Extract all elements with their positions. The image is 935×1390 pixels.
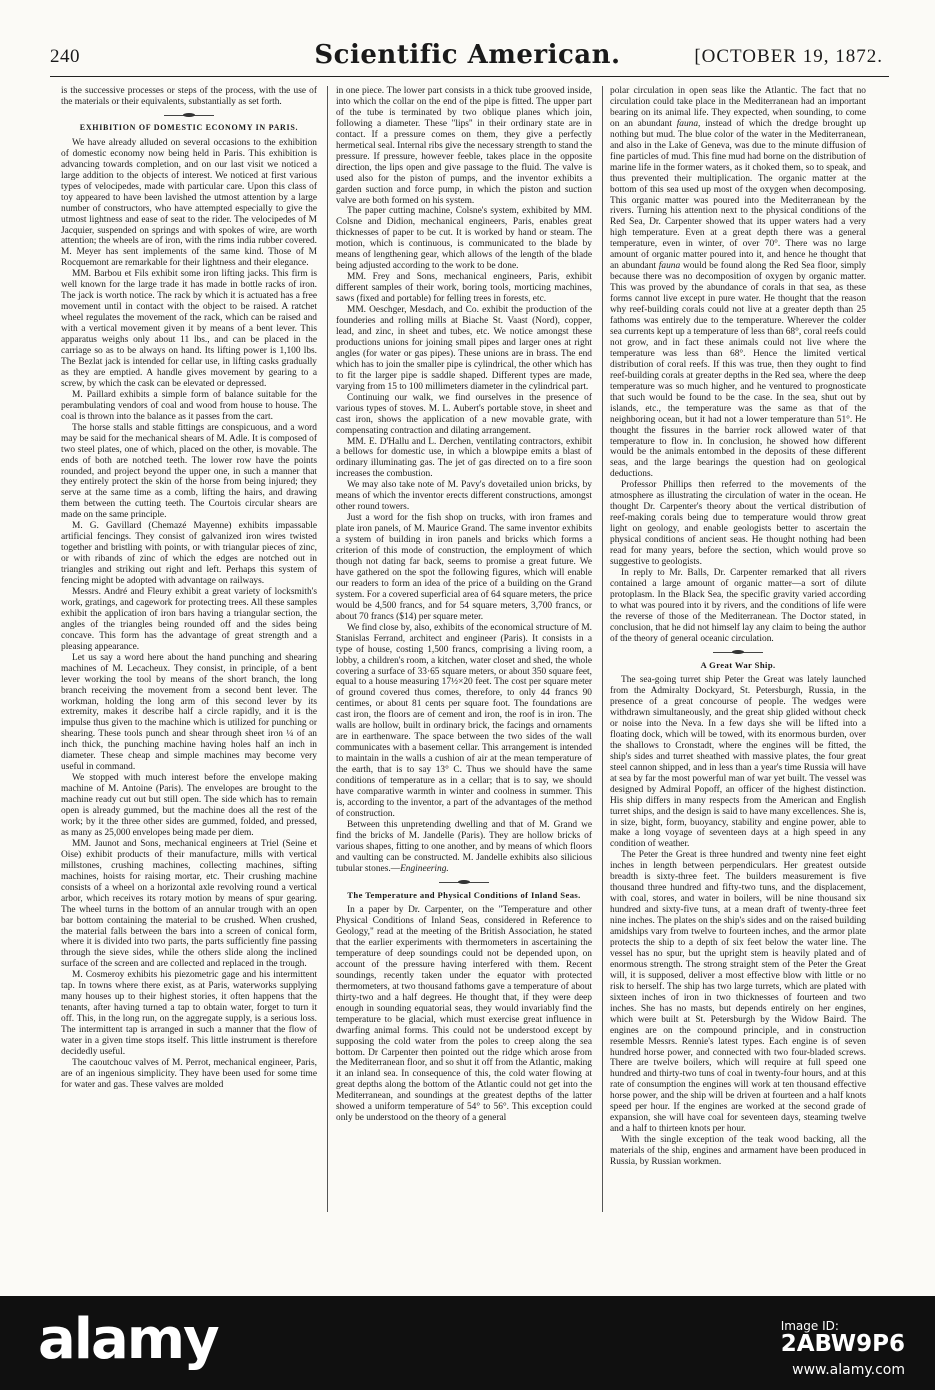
paragraph: We have already alluded on several occasions to the exhibition of domestic economy now being held in Paris. This exhibition is advancing towards completion, and on our last visit we noticed a large addition to the objects of interest. We noticed at first various types of velocipedes, made with particular care. Upon this class of toy appeared to have been lavished the utmost attention by a large number of constructors, who have attempted especially to give the utmost lightness and ease of seat to the rider. The velocipedes of M Jacquier, suspended on springs and with spokes of wire, are worth attention; the wheels are of iron, with the rims india rubber covered. M. Meyer has sent implements of the same kind. Those of M Rocquemont are remarkable for their lightness and their elegance. — [61, 137, 317, 269]
paragraph: The Peter the Great is three hundred and twenty nine feet eight inches in length between perpendiculars. Her greatest outside breadth is sixty-three feet. The builders measurement is five thousand three hundred and fifty-two tuns, and the displacement, with coal, stores, and water in boilers, will be nine thousand six hundred and sixty-five tuns, at a mean draft of twenty-three feet nine inches. The plates on the ship's sides and on the raised building amidships vary from twelve to fourteen inches, and the armor plate protects the ship to a depth of six feet below the water line. The vessel has no spur, but the upright stem is heavily plated and of enormous strength. The strong straight stem of the Peter the Great will, it is supposed, deliver a most effective blow with little or no risk to herself. The ship has two large turrets, which are plated with sixteen inches of iron in two thicknesses of fourteen and two inches. She has no masts, but depends entirely on her engines, which were built at St. Petersburgh by the Widow Baird. The engines are on the compound principle, and in construction resemble Messrs. Rennie's latest types. Each engine is of seven hundred horse power, and connected with two four-bladed screws. There are twelve boilers, which will require at full speed one hundred and thirty-two tuns of coal in twenty-four hours, and at this rate of consumption the engines will work at ten thousand effective horse power, and the ship will be driven at fourteen and a half knots speed per hour. If the engines are worked at the second grade of expansion, she will have coal for seventeen days, steaming twelve and a half to thirteen knots per hour. — [610, 850, 866, 1135]
paragraph: Let us say a word here about the hand punching and shearing machines of M. Lecacheux. They consist, in principle, of a bent lever working the tool by means of the short branch, the long branch receiving the movement from a second bent lever. The workman, holding the long arm of this second lever by its extremity, makes it describe half a circle rapidly, and it is the impulse thus given to the machine which is utilized for punching or shearing. These tools punch and shear through sheet iron ¼ of an inch thick, the punching machine having holes half an inch in diameter. These cheap and simple machines may become very useful in command. — [61, 652, 317, 773]
paragraph-text: polar circulation in open seas like the Atlantic. The fact that no circulation could take place in the Mediterranean had an important bearing on its animal life. They expected, when sounding, to come on an abundant — [610, 86, 866, 129]
paragraph: We find close by, also, exhibits of the economical structure of M. Stanislas Ferrand, architect and engineer (Paris). It consists in a type of house, costing 1,500 francs, comprising a living room, a lobby, a children's room, a kitchen, water closet and shed, the whole covering a surface of 33·65 square meters, or about 350 square feet, equal to a house measuring 17½×20 feet. The cost per square meter of ground covered thus comes, therefore, to only 44 francs 90 centimes, or about 81 cents per square foot. The foundations are cast iron, the floors are of cement and iron, the roof is in iron. The walls are hollow, built in ordinary brick, the facings and ornaments are in earthenware. The space between the two sides of the wall communicates with a basement cellar. This arrangement is intended to maintain in the walls a cushion of air at the mean temperature of the earth, that is to say 13° C. Thus we should have the same conditions of temperature as in a cellar; that is to say, we should have comparative warmth in winter and coolness in summer. This is, according to the inventor, a part of the advantages of the method of construction. — [336, 622, 592, 819]
source-credit: Engineering. — [400, 863, 449, 874]
paragraph: The paper cutting machine, Colsne's system, exhibited by MM. Colsne and Didion, mechanical engineers, Paris, enables great thicknesses of paper to be cut. It is worked by hand or steam. The motion, which is continuous, is communicated to the blade by means of lengthening gear, which allows of the length of the blade being adjusted according to the work to be done. — [336, 206, 592, 272]
page-number: 240 — [50, 46, 80, 67]
image-id-block — [780, 1318, 905, 1357]
masthead: Scientific American. — [314, 40, 621, 70]
section-divider — [164, 113, 214, 118]
section-divider — [439, 880, 489, 885]
paragraph: In reply to Mr. Balls, Dr. Carpenter remarked that all rivers contained a large amount of organic matter—a sort of dilute protoplasm. In the Black Sea, the specific gravity varied according to what was poured into it by rivers, and the conditions of life were the reverse of those of the Mediterranean. The Doctor stated, in conclusion, that he did not himself lay any claim to being the author of the theory of general oceanic circulation. — [610, 567, 866, 644]
italic-term: fauna, — [676, 118, 701, 129]
italic-term: fauna — [658, 261, 681, 272]
column-divider — [602, 86, 603, 1212]
paragraph: We stopped with much interest before the envelope making machine of M. Antoine (Paris). The envelopes are brought to the machine ready cut out but still open. The side which has to remain open is already gummed, but the machine does all the rest of the work; by it the three other sides are gummed, folded, and pressed, as many as 25,000 envelopes being made per diem. — [61, 773, 317, 838]
paragraph: M. Cosmeroy exhibits his piezometric gage and his intermittent tap. In towns where there exist, as at Paris, waterworks supplying many houses up to their highest stories, it often happens that the tenants, after having turned a tap to obtain water, forget to turn it off. This, in the long run, on the aggregate supply, is a serious loss. The intermittent tap is arranged in such a manner that the flow of water in a given time stops itself. This little instrument is therefore decidedly useful. — [61, 970, 317, 1058]
paragraph-text: would be found along the Red Sea floor, simply because there was no decomposition of oxygen by organic matter. This was proved by the abundance of corals in that sea, as these forms cannot live except in pure water. He thought that the reason why reef-building corals could not live at a greater depth than 25 fathoms was entirely due to the temperature. Wherever the colder sea currents kept up a temperature of less than 68°, coral reefs could not grow, and in fact these animals could not live where the temperature was less than 68°. Hence the limited vertical distribution of coral reefs. If this was true, then they ought to find reef-building corals at greater depths in the Red sea, where the deep temperature was so much higher, and he ventured to prognosticate that such would be found to be the case. In the sea, shut out by islands, etc., the temperature was the same as that of the neighboring ocean, but it had not a lower temperature than 51°. He thought the fissures in the barrier rock allowed water of that temperature to flow in. In conclusion, he showed how different would be the animals entombed in the deposits of these different seas, and the large bearings the question had on geological deductions. — [610, 261, 866, 480]
paragraph: Just a word for the fish shop on trucks, with iron frames and plate iron panels, of M. Maurice Grand. The same inventor exhibits a system of building in iron panels and bricks which forms a criterion of this mode of construction, the employment of which though not dating far back, seems to promise a great future. We have gathered on the spot the following figures, which will enable our readers to form an idea of the price of a building on the Grand system. For a covered superficial area of 64 square meters, the price would be 4,500 francs, and for 54 square meters, 3,700 francs, or about 70 francs ($14) per square meter. — [336, 513, 592, 622]
column-1 — [61, 86, 317, 1294]
paragraph: We may also take note of M. Pavy's dovetailed union bricks, by means of which the inventor erects different constructions, amongst other round towers. — [336, 480, 592, 513]
paragraph: The sea-going turret ship Peter the Great was lately launched from the Admiralty Dockyard, St. Petersburgh, Russia, in the presence of a great concourse of people. The wedges were withdrawn simultaneously, and the great ship glided without check or noise into the Neva. In a few days she will be lifted into a floating dock, which will be towed, with its enormous burden, over the shallows to Cronstadt, where the engines will be fitted, the ship's sides and turret sheathed with massive plates, the four great steel cannon shipped, and in less than a year's time Russia will have at sea by far the most powerful man of war yet built. The vessel was designed by Admiral Popoff, an officer of the highest distinction. His ship differs in many respects from the American and English turret ships, and the design is said to have many excellences. She is, in size, bight, form, buoyancy, stability and engine power, able to make a long voyage of seventeen days at a high speed in any condition of weather. — [610, 675, 866, 850]
paragraph: MM. E. D'Hallu and L. Derchen, ventilating contractors, exhibit a bellows for domestic use, in which a blowpipe emits a blast of ordinary illuminating gas. The jet of gas directed on to a fire soon increases the combustion. — [336, 436, 592, 480]
issue-date: [OCTOBER 19, 1872. — [694, 46, 883, 67]
paragraph: MM. Jaunot and Sons, mechanical engineers at Triel (Seine et Oise) exhibit products of their manufacture, mills with vertical millstones, crushing machines, collecting machines, sifting machines, hoists for raising mortar, etc. Their crushing machine consists of a wheel on a horizontal axle revolving round a vertical arbor, which receives its rotary motion by means of spur gearing. The wheel turns in the bottom of an annular trough with an open bar bottom containing the material to be crushed. When crushed, the material falls between the bars into a screen of conical form, where it is divided into two parts, the parts sufficiently fine passing through the sieve sides, while the others slide along the inclined surface of the screen and are collected and replaced in the trough. — [61, 838, 317, 970]
paragraph-text: Between this unpretending dwelling and that of M. Grand we find the bricks of M. Jandelle (Paris). They are hollow bricks of various shapes, fitting to one another, and by means of which floors and vaulting can be constructed. M. Jandelle exhibits also silicious tubular stones. — [336, 819, 592, 874]
article-heading-inland-seas: The Temperature and Physical Conditions of Inland Seas. — [347, 889, 581, 900]
paragraph: Continuing our walk, we find ourselves in the presence of various types of stoves. M. L. Aubert's portable stove, in sheet and cast iron, shows the application of a new movable grate, with compensating contraction and dilating arrangement. — [336, 392, 592, 436]
column-2 — [336, 86, 592, 1294]
paragraph: Between this unpretending dwelling and that of M. Grand we find the bricks of M. Jandelle (Paris). They are hollow bricks of various shapes, fitting to one another, and by means of which floors and vaulting can be constructed. M. Jandelle exhibits also silicious tubular stones.—Engineering. — [336, 819, 592, 874]
paragraph: In a paper by Dr. Carpenter, on the "Temperature and other Physical Conditions of Inland Seas, considered in Reference to Geology," read at the meeting of the British Association, he stated that the earlier experiments with thermometers in ascertaining the temperature of deep soundings could not be depended upon, on account of the pressure having interfered with them. Recent soundings, recently taken under the equator with protected thermometers, at two thousand fathoms gave a temperature of about thirty-two and a half degrees. He thought that, if they were deep enough in sounding equatorial seas, they would invariably find the temperature to be glacial, which must exercise great influence in dwarfing animal forms. This could not be understood except by supposing the cold water from the poles to creep along the sea bottom. Dr Carpenter then pointed out the ridge which arose from the Mediterranean floor, and so shut it off from the Atlantic, making it an inland sea. In consequence of this, the cold water flowing at great depths along the bottom of the Atlantic could not get into the Mediterranean, and soundings at the greatest depths of the latter showed a uniform temperature of 54° to 56°. This exception could only be understood on the theory of a general — [336, 905, 592, 1124]
column-divider — [327, 86, 328, 1212]
paragraph-text: instead of which the dredge brought up nothing but mud. The blue color of the water in the Mediterranean, and also in the Lake of Geneva, was due to the minute diffusion of fine particles of mud. This fine mud had borne on the distribution of marine life in the former waters, as it choked them, so to speak, and thus prevented their multiplication. The organic matter at the bottom of this sea used up most of the oxygen when decomposing. This organic matter was poured into the Mediterranean by the rivers. Turning his attention next to the physical conditions of the Red Sea, Dr. Carpenter showed that its upper waters had a very high temperature. Even at a great depth there was a general temperature, even in winter, of over 70°. There was no large amount of organic matter poured into it, and hence he thought that an abundant — [610, 118, 866, 272]
paragraph: Professor Phillips then referred to the movements of the atmosphere as illustrating the circulation of water in the ocean. He thought Dr. Carpenter's theory about the vertical distribution of reef-making corals being due to temperature would throw great light on geology, and enable geologists better to ascertain the physical conditions of ancient seas. He thought nothing had been read for many years, before the section, which would prove so suggestive to geologists. — [610, 480, 866, 567]
image-id-label: Image ID: — [780, 1319, 839, 1333]
paragraph: The caoutchouc valves of M. Perrot, mechanical engineer, Paris, are of an ingenious simplicity. They have been used for some time for water and gas. These valves are molded — [61, 1057, 317, 1090]
image-id-value: 2ABW9P6 — [780, 1331, 905, 1357]
alamy-logo: alamy — [38, 1307, 218, 1372]
paragraph: MM. Barbou et Fils exhibit some iron lifting jacks. This firm is well known for the large trade it has made in bottle racks of iron. The jack is worth notice. The rack by which it is actuated has a free movement until in contact with the object to be raised. A ratchet wheel regulates the movement of the rack, which can be raised and with a vertical movement given it by means of a bent lever. This apparatus weighs only about 11 lbs., and can be placed in the carriage so as to be always on hand. Its lifting power is 1,100 lbs. The Bezlat jack is intended for cellar use, in lifting casks gradually as they are emptied. A handle gives movement by gearing to a screw, by which the cask can be elevated or depressed. — [61, 269, 317, 389]
paragraph: The horse stalls and stable fittings are conspicuous, and a word may be said for the mechanical shears of M. Adle. It is composed of two steel plates, one of which, placed on the other, is movable. The ends of both are notched teeth. The lower row have the points rounded, and project beyond the upper one, in such a manner that they entirely protect the skin of the horse from being injured; they serve at the same time as a comb, lifting the hairs, and drawing them between the cutting teeth. The Courtois circular shears are made on the same principle. — [61, 422, 317, 521]
stock-watermark-banner — [0, 1296, 935, 1390]
paragraph: Messrs. André and Fleury exhibit a great variety of locksmith's work, gratings, and cagework for protecting trees. All these samples exhibit the application of iron bars having a triangular section, the angles of the triangles being rounded off and the sides being concave. This form has the advantage of great strength and a pleasing appearance. — [61, 586, 317, 652]
paragraph: MM. Frey and Sons, mechanical engineers, Paris, exhibit different samples of their work, boring tools, morticing machines, saws (fixed and portable) for felling trees in forests, etc. — [336, 272, 592, 305]
article-heading-domestic-economy: EXHIBITION OF DOMESTIC ECONOMY IN PARIS. — [79, 122, 299, 132]
section-divider — [713, 650, 763, 655]
paragraph: With the single exception of the teak wood backing, all the materials of the ship, engines and armament have been produced in Russia, by Russian workmen. — [610, 1135, 866, 1168]
paragraph — [610, 86, 866, 480]
paragraph: M. Paillard exhibits a simple form of balance suitable for the perambulating vendors of coal and wood from house to house. The coal is thrown into the balance as it passes from the cart. — [61, 389, 317, 422]
column-3 — [610, 86, 866, 1294]
paragraph: M. G. Gavillard (Chemazé Mayenne) exhibits impassable artificial fencings. They consist of galvanized iron wires twisted together and bristling with points, or with triangular pieces of zinc, or with ribands of zinc of which the edges are notched out in triangles and striking out right and left. Perhaps this system of fencing might be adopted with advantage on railways. — [61, 521, 317, 587]
paragraph: in one piece. The lower part consists in a thick tube grooved inside, into which the collar on the end of the pipe is fitted. The upper part of the tube is terminated by two oblique planes which join, following a diameter. These "lips" in their ordinary state are in contact. If a pressure comes on them, they give a perfectly hermetical seal. Internal ribs give the necessary strength to stand the pressure. If pressure, however feeble, takes place in the opposite direction, the lips open and give passage to the fluid. The valve is used also for the piston of pumps, and the inventor exhibits a garden suction and force pump, in which the piston and suction valve are both formed on his system. — [336, 86, 592, 206]
article-heading-war-ship: A Great War Ship. — [700, 659, 776, 670]
header-rule — [50, 76, 889, 77]
paragraph: is the successive processes or steps of the process, with the use of the materials or their equivalents, substantially as set forth. — [61, 86, 317, 107]
watermark-url: www.alamy.com — [792, 1362, 905, 1378]
paragraph: MM. Oeschger, Mesdach, and Co. exhibit the production of the founderies and rolling mills at Biache St. Vaast (Nord), copper, lead, and zinc, in sheet and tubes, etc. We notice amongst these productions unions for joining small pipes and larger ones at right angles (for water or gas pipes). These unions are in brass. The end which has to join the smaller pipe is cylindrical, the other which has to fit the larger pipe is saddle shaped. Different types are made, varying from 15 to 100 millimeters diameter in the cylindrical part. — [336, 305, 592, 392]
